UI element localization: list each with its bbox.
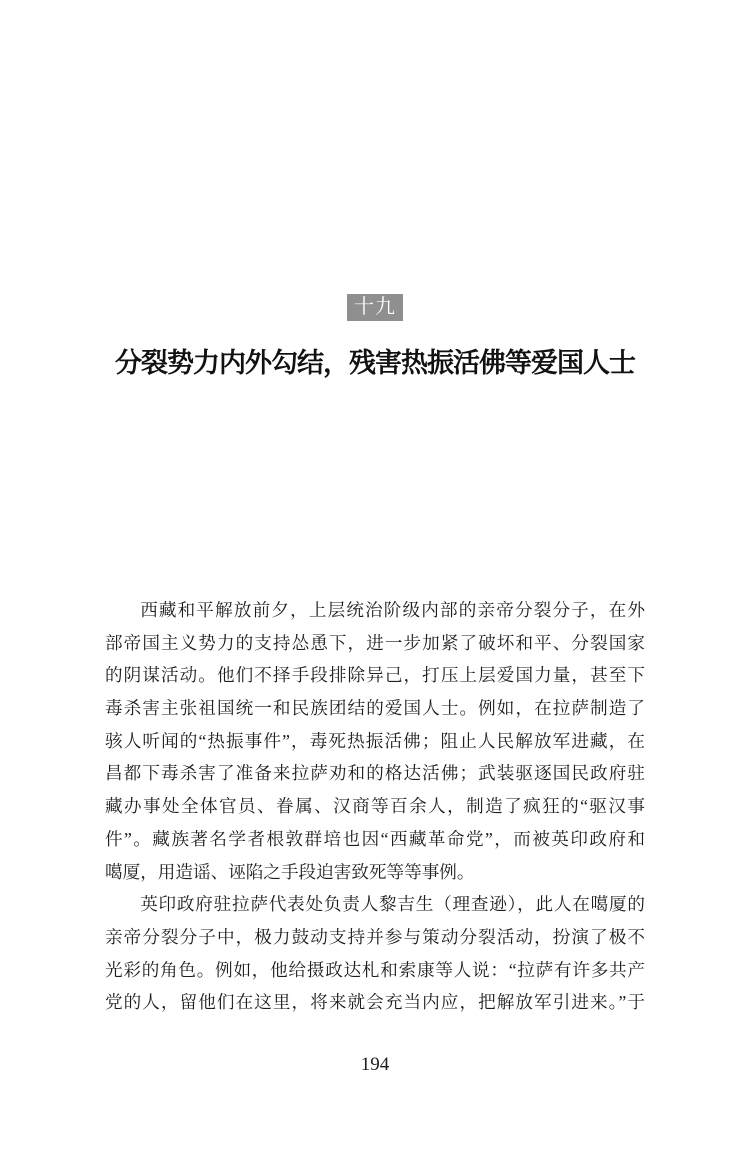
text-line: 部帝国主义势力的支持怂恿下，进一步加紧了破坏和平、分裂国家 <box>105 632 645 653</box>
text-line: 藏办事处全体官员、眷属、汉商等百余人，制造了疯狂的“驱汉事 <box>105 796 645 817</box>
chapter-title: 分裂势力内外勾结，残害热振活佛等爱国人士 <box>115 348 635 378</box>
text-line: 光彩的角色。例如，他给摄政达札和索康等人说：“拉萨有许多共产 <box>105 959 645 980</box>
body-text <box>105 594 645 1019</box>
text-line: 的阴谋活动。他们不择手段排除异己，打压上层爱国力量，甚至下 <box>105 665 645 686</box>
chapter-number-badge: 十九 <box>347 294 403 321</box>
text-line: 骇人听闻的“热振事件”，毒死热振活佛；阻止人民解放军进藏，在 <box>105 730 645 751</box>
text-line: 亲帝分裂分子中，极力鼓动支持并参与策动分裂活动，扮演了极不 <box>105 926 645 947</box>
text-line: 英印政府驻拉萨代表处负责人黎吉生（理查逊），此人在噶厦的 <box>140 894 645 915</box>
text-line: 件”。藏族著名学者根敦群培也因“西藏革命党”，而被英印政府和 <box>105 828 645 849</box>
text-line: 西藏和平解放前夕，上层统治阶级内部的亲帝分裂分子，在外 <box>140 600 645 620</box>
text-line: 噶厦，用造谣、诬陷之手段迫害致死等等事例。 <box>105 861 475 882</box>
text-line: 昌都下毒杀害了准备来拉萨劝和的格达活佛；武装驱逐国民政府驻 <box>105 763 645 784</box>
text-line: 党的人，留他们在这里，将来就会充当内应，把解放军引进来。”于 <box>105 992 645 1013</box>
page-number: 194 <box>360 1054 390 1075</box>
text-line: 毒杀害主张祖国统一和民族团结的爱国人士。例如，在拉萨制造了 <box>105 698 645 719</box>
